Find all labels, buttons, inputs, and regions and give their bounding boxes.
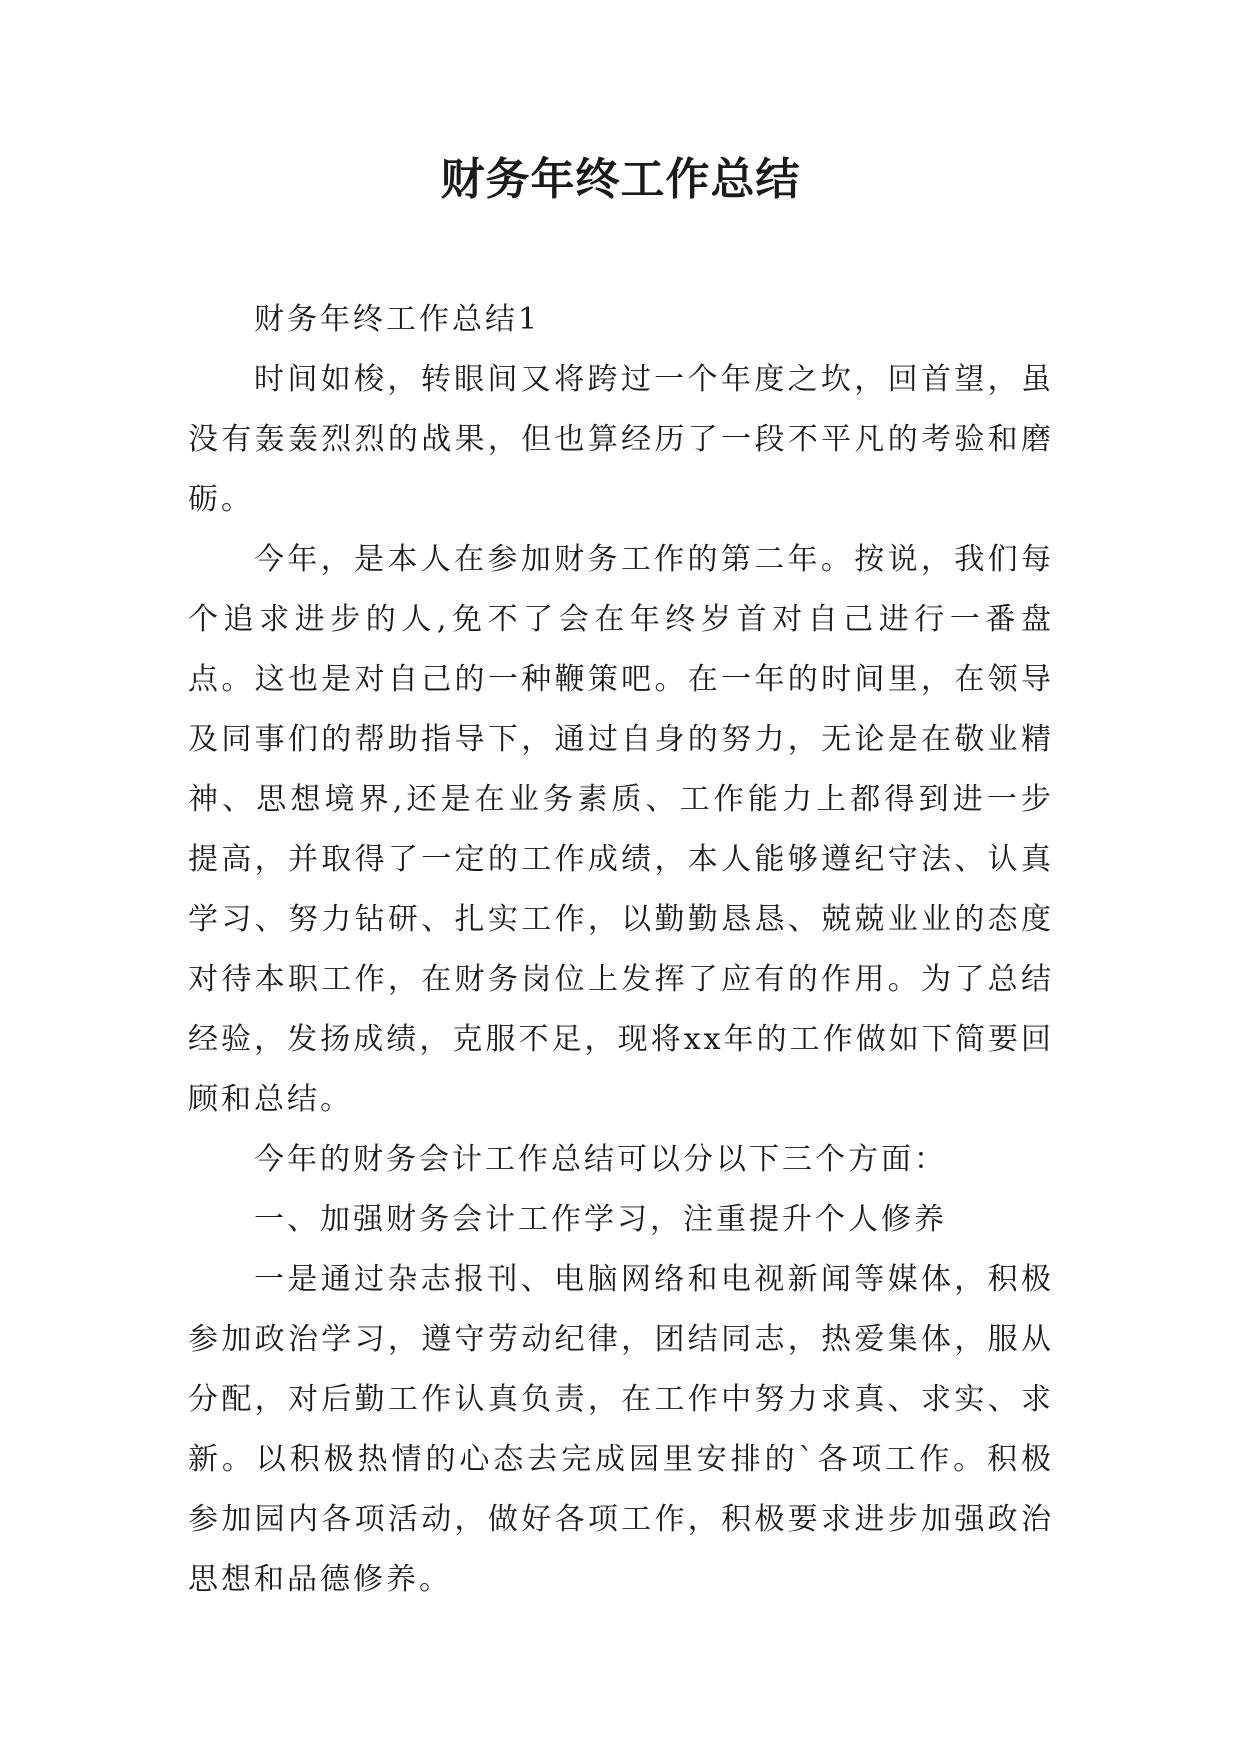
paragraph-intro: 时间如梭，转眼间又将跨过一个年度之坎，回首望，虽没有轰轰烈烈的战果，但也算经历了一段不平凡的考验和磨砺。 bbox=[188, 362, 1054, 517]
subheading-one: 一、加强财务会计工作学习，注重提升个人修养 bbox=[254, 1202, 947, 1237]
section-heading: 财务年终工作总结1 bbox=[254, 302, 541, 337]
paragraph-study: 一是通过杂志报刊、电脑网络和电视新闻等媒体，积极参加政治学习，遵守劳动纪律，团结同志，热爱集体，服从分配，对后勤工作认真负责，在工作中努力求真、求实、求新。以积极热情的心态去完成园里安排的`各项工作。积极参加园内各项活动，做好各项工作，积极要求进步加强政治思想和品德修养。 bbox=[188, 1262, 1054, 1597]
paragraph-aspects: 今年的财务会计工作总结可以分以下三个方面： bbox=[254, 1142, 947, 1177]
document-title: 财务年终工作总结 bbox=[440, 154, 801, 205]
paragraph-overview: 今年，是本人在参加财务工作的第二年。按说，我们每个追求进步的人,免不了会在年终岁首对自己进行一番盘点。这也是对自己的一种鞭策吧。在一年的时间里，在领导及同事们的帮助指导下，通过自身的努力，无论是在敬业精神、思想境界,还是在业务素质、工作能力上都得到进一步提高，并取得了一定的工作成绩，本人能够遵纪守法、认真学习、努力钻研、扎实工作，以勤勤恳恳、兢兢业业的态度对待本职工作，在财务岗位上发挥了应有的作用。为了总结经验，发扬成绩，克服不足，现将xx年的工作做如下简要回顾和总结。 bbox=[188, 542, 1054, 1117]
document-body bbox=[188, 290, 1054, 1610]
